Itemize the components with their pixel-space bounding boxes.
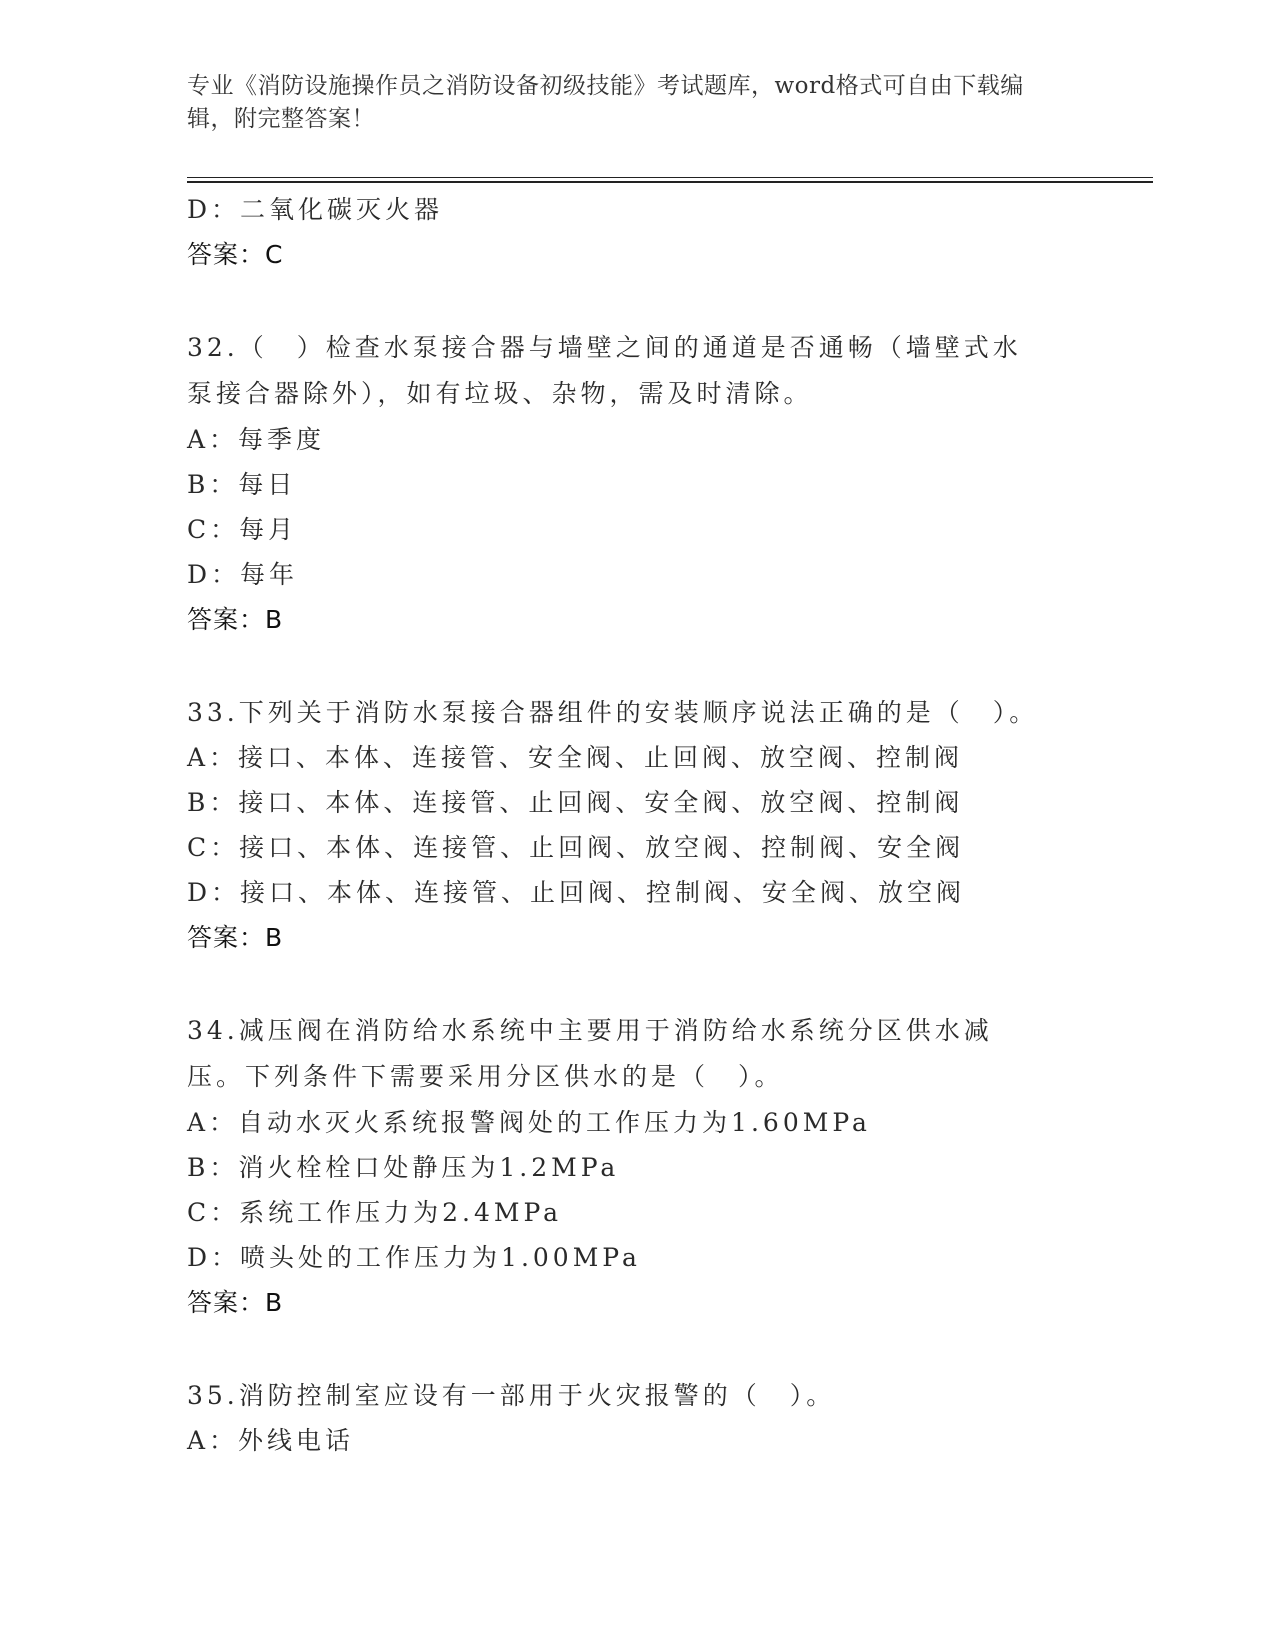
question-34-option-d: D：喷头处的工作压力为1.00MPa	[187, 1243, 641, 1272]
question-34-option-b: B：消火栓栓口处静压为1.2MPa	[187, 1153, 620, 1182]
question-32-option-d: D：每年	[187, 560, 299, 589]
question-content	[187, 187, 1087, 1463]
question-33-answer: 答案：B	[187, 923, 284, 952]
question-32-option-b: B：每日	[187, 470, 297, 499]
question-34-option-a: A：自动水灭火系统报警阀处的工作压力为1.60MPa	[187, 1108, 871, 1137]
question-34-option-c: C：系统工作压力为2.4MPa	[187, 1198, 563, 1227]
answer-line: 答案：C	[187, 240, 284, 269]
header-rule-thin	[187, 177, 1153, 178]
question-32-stem: 32.（ ）检查水泵接合器与墙壁之间的通道是否通畅（墙壁式水泵接合器除外），如有垃圾、杂物，需及时清除。	[187, 333, 1022, 408]
question-33-option-a: A：接口、本体、连接管、安全阀、止回阀、放空阀、控制阀	[187, 743, 964, 772]
question-33-option-d: D：接口、本体、连接管、止回阀、控制阀、安全阀、放空阀	[187, 878, 966, 907]
question-33-option-b: B：接口、本体、连接管、止回阀、安全阀、放空阀、控制阀	[187, 788, 964, 817]
option-d: D：二氧化碳灭火器	[187, 195, 444, 224]
header-rule-thick	[187, 181, 1153, 183]
question-34-answer: 答案：B	[187, 1288, 284, 1317]
question-33-option-c: C：接口、本体、连接管、止回阀、放空阀、控制阀、安全阀	[187, 833, 965, 862]
question-32-option-c: C：每月	[187, 515, 298, 544]
question-34-stem: 34.减压阀在消防给水系统中主要用于消防给水系统分区供水减压。下列条件下需要采用分区供水的是（ ）。	[187, 1016, 993, 1091]
question-32-answer: 答案：B	[187, 605, 284, 634]
document-header: 专业《消防设施操作员之消防设备初级技能》考试题库，word格式可自由下载编辑，附完整答案！	[187, 73, 1024, 132]
question-33-stem: 33.下列关于消防水泵接合器组件的安装顺序说法正确的是（ ）。	[187, 698, 1039, 727]
question-35-option-a: A：外线电话	[187, 1426, 355, 1455]
question-32-option-a: A：每季度	[187, 425, 326, 454]
question-35-stem: 35.消防控制室应设有一部用于火灾报警的（ ）。	[187, 1381, 836, 1410]
